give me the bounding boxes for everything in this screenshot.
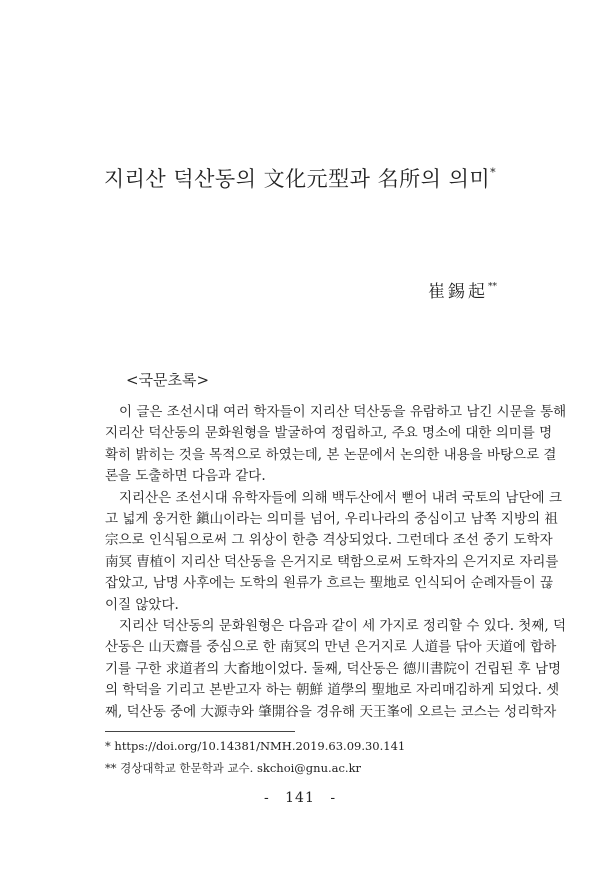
text-line: 宗으로 인식됨으로써 그 위상이 한층 격상되었다. 그런데다 조선 중기 도학자	[105, 532, 553, 549]
text-line: 론을 도출하면 다음과 같다.	[105, 468, 266, 485]
text-line: 산동은 山天齋를 중심으로 한 南冥의 만년 은거지로 人道를 닦아 天道에 합하	[105, 639, 557, 656]
author-footnote-marker: **	[488, 282, 497, 292]
footnote-marker: **	[105, 761, 117, 775]
text-line: 고 넓게 웅거한 鎭山이라는 의미를 넘어, 우리나라의 중심이고 남쪽 지방의 祖	[105, 511, 558, 528]
text-line: 지리산 덕산동의 문화원형을 발굴하여 정립하고, 주요 명소에 대한 의미를 명	[105, 425, 553, 442]
text-line: 잡았고, 남명 사후에는 도학의 원류가 흐르는 聖地로 인식되어 순례자들이 끊	[105, 575, 554, 592]
author-name-text: 崔錫起	[428, 282, 488, 302]
text-line: 째, 덕산동 중에 大源寺와 肇開谷을 경유해 天王峯에 오르는 코스는 성리학자	[105, 703, 557, 720]
abstract-heading: <국문초록>	[126, 371, 210, 389]
footnote-doi-link[interactable]: https://doi.org/10.14381/NMH.2019.63.09.30.141	[114, 739, 406, 753]
page-number-dash-right: -	[330, 790, 337, 806]
text-line: 의 학덕을 기리고 본받고자 하는 朝鮮 道學의 聖地로 자리매김하게 되었다. 셋	[105, 682, 560, 699]
footnote-marker: *	[105, 739, 111, 753]
footnote-affiliation-text: 경상대학교 한문학과 교수. skchoi@gnu.ac.kr	[120, 761, 362, 775]
footnote-divider	[105, 731, 295, 732]
footnote-affiliation	[105, 760, 361, 776]
page-number	[0, 790, 600, 806]
paper-title-text: 지리산 덕산동의 文化元型과 名所의 의미	[103, 167, 491, 191]
page-number-value: 141	[285, 790, 315, 806]
footnote-doi	[105, 739, 405, 753]
text-line: 南冥 曺植이 지리산 덕산동을 은거지로 택함으로써 도학자의 은거지로 자리를	[105, 553, 559, 570]
text-line: 지리산은 조선시대 유학자들에 의해 백두산에서 뻗어 내려 국토의 남단에 크	[119, 489, 562, 506]
author-name	[428, 277, 497, 302]
text-line: 이질 않았다.	[105, 596, 179, 613]
abstract-body	[105, 402, 567, 723]
page-number-dash-left: -	[263, 790, 270, 806]
text-line: 지리산 덕산동의 문화원형은 다음과 같이 세 가지로 정리할 수 있다. 첫째, 덕	[119, 618, 567, 635]
title-footnote-marker: *	[490, 166, 497, 179]
text-line: 확히 밝히는 것을 목적으로 하였는데, 본 논문에서 논의한 내용을 바탕으로 결	[105, 446, 557, 463]
text-line: 기를 구한 求道者의 大畜地이었다. 둘째, 덕산동은 德川書院이 건립된 후 남명	[105, 660, 562, 677]
text-line: 이 글은 조선시대 여러 학자들이 지리산 덕산동을 유람하고 남긴 시문을 통해	[119, 404, 567, 420]
paper-title	[0, 163, 600, 193]
